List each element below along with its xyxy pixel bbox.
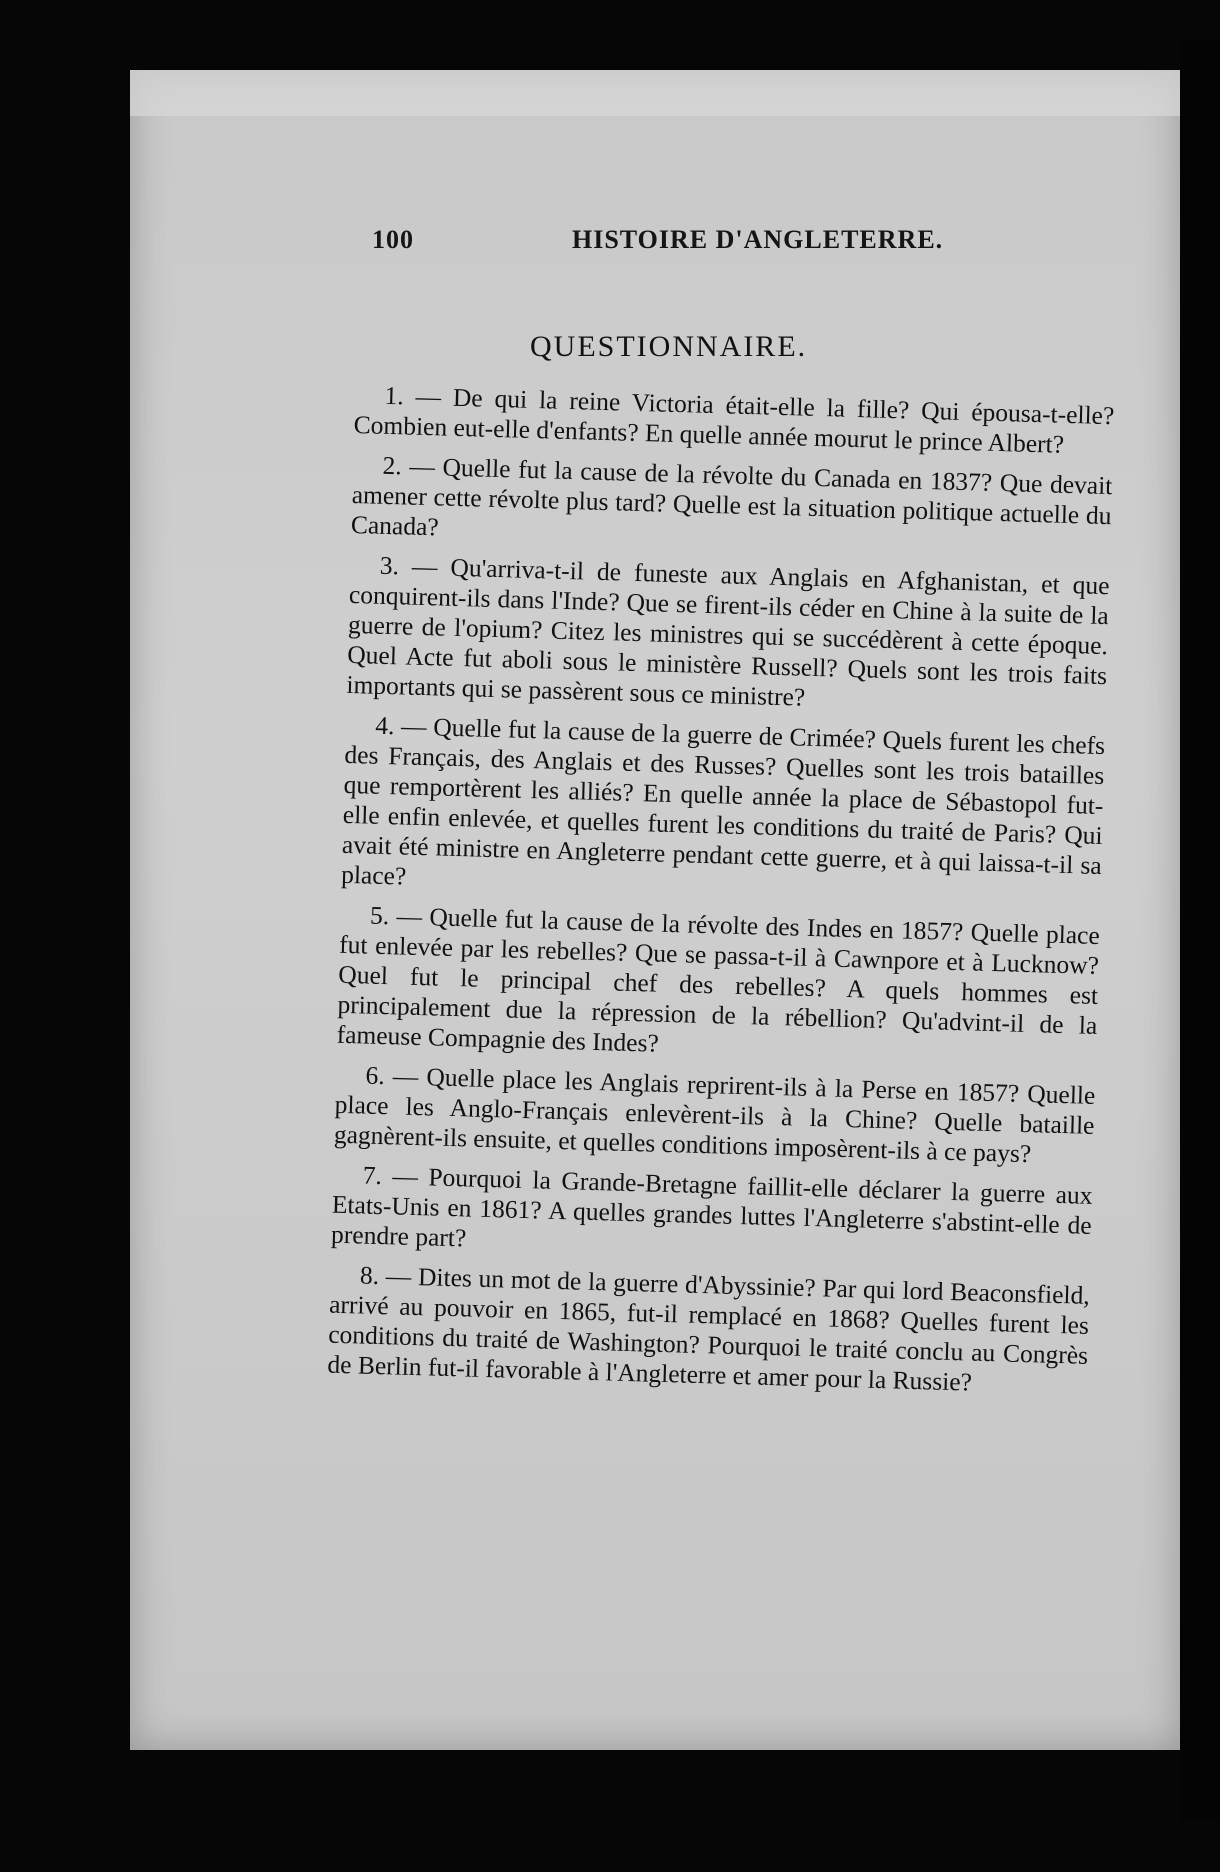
questions-list bbox=[327, 380, 1115, 1411]
question-1: 1. — De qui la reine Victoria était-elle la fille? Qui épousa-t-elle? Combien eut-elle d'enfants? En quelle année mourut le prince Albert? bbox=[353, 380, 1115, 459]
question-4: 4. — Quelle fut la cause de la guerre de Crimée? Quels furent les chefs des Français, des Anglais et des Russes? Quelles sont les trois batailles que remportèrent les alliés? En quelle année la place de Sébastopol fut-elle enfin enlevée, et quelles furent les conditions du traité de Paris? Qui avait été ministre en Angleterre pendant cette guerre, et à qui laissa-t-il sa place? bbox=[340, 710, 1106, 891]
page-number: 100 bbox=[372, 225, 414, 254]
question-2: 2. — Quelle fut la cause de la révolte du Canada en 1837? Que devait amener cette révolte plus tard? Quelle est la situation politique actuelle du Canada? bbox=[350, 450, 1113, 542]
page-right-edge bbox=[1180, 40, 1220, 1820]
page-top-highlight bbox=[130, 70, 1180, 116]
question-5: 5. — Quelle fut la cause de la révolte des Indes en 1857? Quelle place fut enlevée par les rebelles? Que se passa-t-il à Cawnpore et à Lucknow? Quel fut le principal chef des rebelles? A quels hommes est principalement due la répression de la rébellion? Qu'advint-il de la fameuse Compagnie des Indes? bbox=[336, 900, 1101, 1058]
running-head: HISTOIRE D'ANGLETERRE. bbox=[572, 225, 944, 254]
question-7: 7. — Pourquoi la Grande-Bretagne faillit-elle déclarer la guerre aux Etats-Unis en 1861? A quelles grandes luttes l'Angleterre s'abstint-elle de prendre part? bbox=[330, 1160, 1093, 1253]
question-6: 6. — Quelle place les Anglais reprirent-ils à la Perse en 1857? Quelle place les Anglo-Français enlevèrent-ils à la Chine? Quelle bataille gagnèrent-ils ensuite, et quelles conditions imposèrent-ils à ce pays? bbox=[333, 1060, 1096, 1169]
section-title: QUESTIONNAIRE. bbox=[530, 330, 808, 363]
question-8: 8. — Dites un mot de la guerre d'Abyssinie? Par qui lord Beaconsfield, arrivé au pouvoir en 1865, fut-il remplacé en 1868? Quelles furent les conditions du traité de Washington? Pourquoi le traité conclu au Congrès de Berlin fut-il favorable à l'Angleterre et amer pour la Russie? bbox=[327, 1260, 1091, 1397]
question-3: 3. — Qu'arriva-t-il de funeste aux Anglais en Afghanistan, et que conquirent-ils dans l'Inde? Que se firent-ils céder en Chine à la suite de la guerre de l'opium? Citez les ministres qui se succédèrent à cette époque. Quel Acte fut aboli sous le ministère Russell? Quels sont les trois faits importants qui se passèrent sous ce ministre? bbox=[346, 550, 1110, 712]
page-header bbox=[372, 225, 952, 265]
